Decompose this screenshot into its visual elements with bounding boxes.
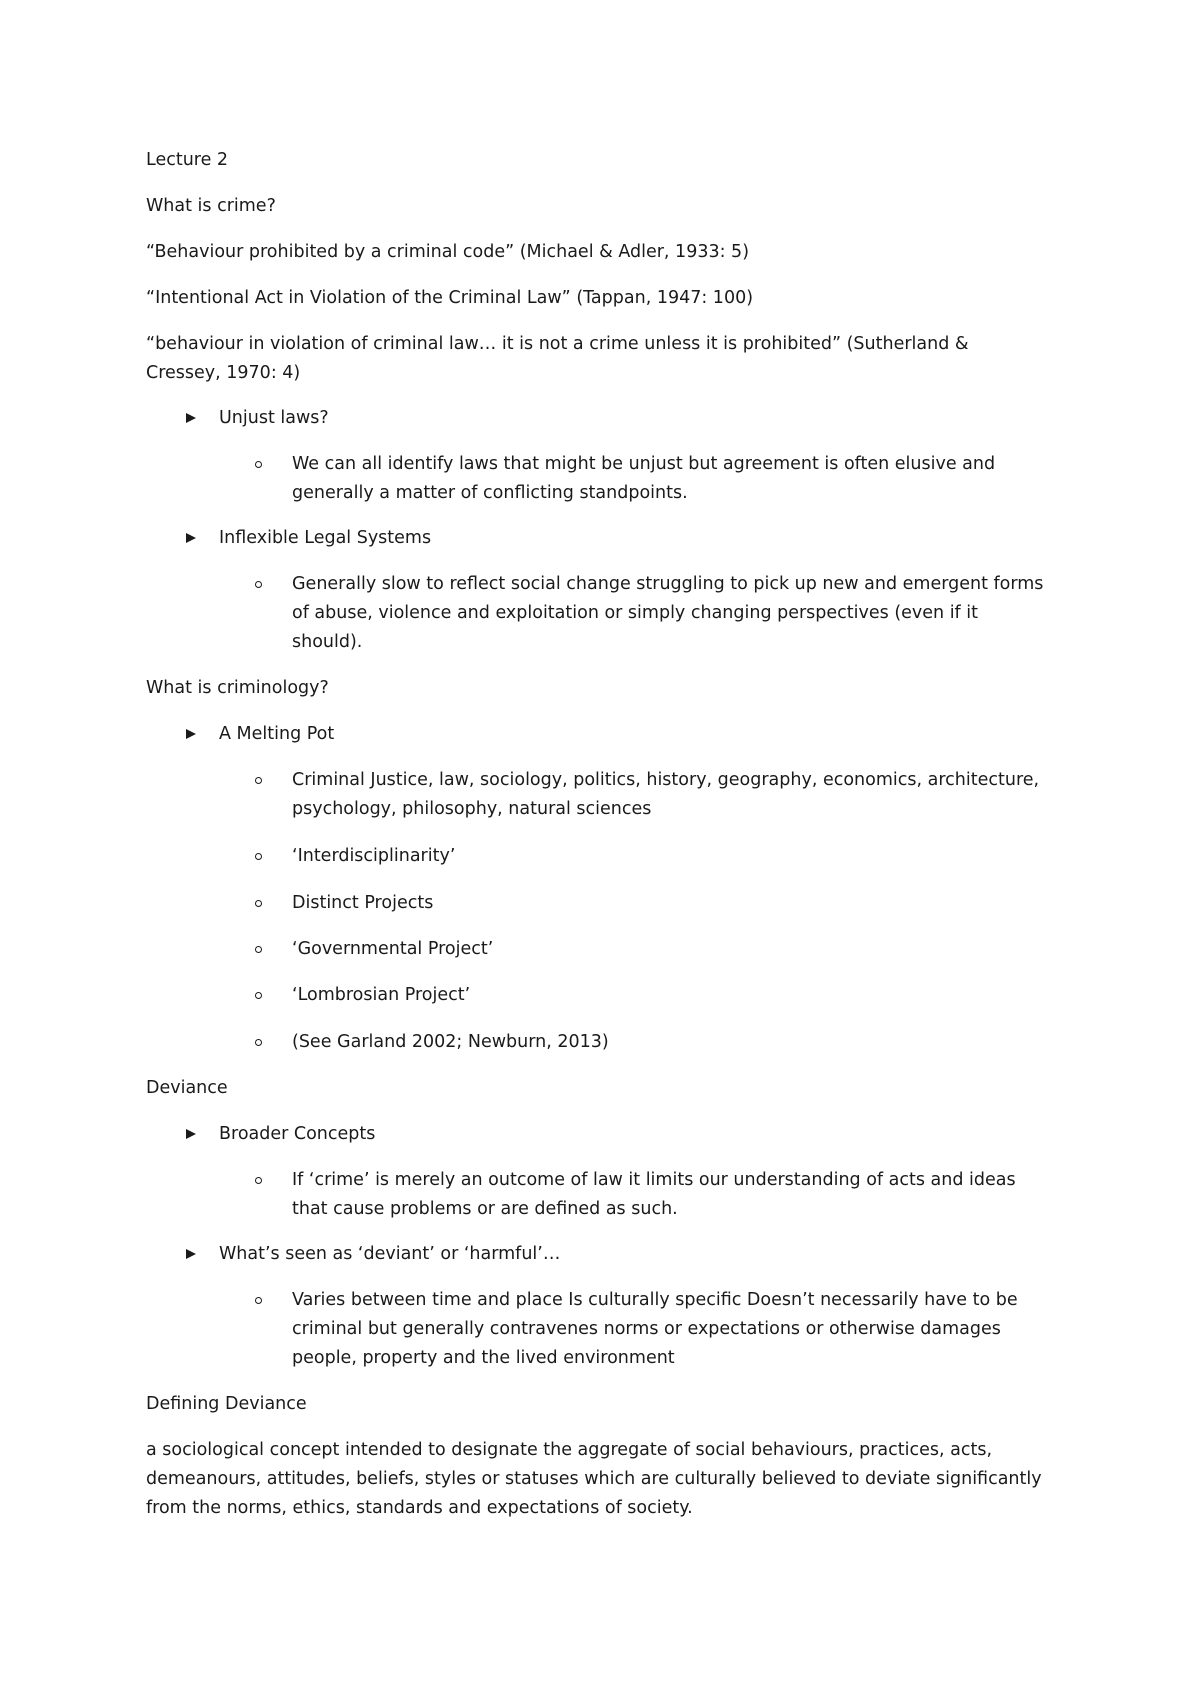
circle-bullet-icon xyxy=(255,777,262,784)
arrow-bullet-icon xyxy=(186,413,196,423)
circle-bullet-icon xyxy=(255,581,262,588)
bullet-melting-pot: A Melting Pot xyxy=(219,724,335,744)
defining-paragraph-line: a sociological concept intended to designate the aggregate of social behaviours, practices, acts, xyxy=(146,1440,993,1460)
deviance-heading: Deviance xyxy=(146,1078,228,1098)
arrow-bullet-icon xyxy=(186,729,196,739)
sub-bullet-text: ‘Lombrosian Project’ xyxy=(292,985,471,1005)
crime-heading: What is crime? xyxy=(146,196,276,216)
sub-bullet-text: Distinct Projects xyxy=(292,893,434,913)
sub-bullet-text: of abuse, violence and exploitation or simply changing perspectives (even if it xyxy=(292,603,979,623)
sub-bullet-text: ‘Governmental Project’ xyxy=(292,939,494,959)
crime-definition-3: “behaviour in violation of criminal law… it is not a crime unless it is prohibited” (Sutherland & xyxy=(146,334,969,354)
arrow-bullet-icon xyxy=(186,1129,196,1139)
defining-deviance-heading: Defining Deviance xyxy=(146,1394,307,1414)
defining-paragraph-line: demeanours, attitudes, beliefs, styles or statuses which are culturally believed to deviate significantly xyxy=(146,1469,1042,1489)
crime-definition-2: “Intentional Act in Violation of the Criminal Law” (Tappan, 1947: 100) xyxy=(146,288,754,308)
circle-bullet-icon xyxy=(255,853,262,860)
bullet-deviant-harmful: What’s seen as ‘deviant’ or ‘harmful’… xyxy=(219,1244,561,1264)
sub-bullet-text: Varies between time and place Is culturally specific Doesn’t necessarily have to be xyxy=(292,1290,1018,1310)
arrow-bullet-icon xyxy=(186,533,196,543)
bullet-broader-concepts: Broader Concepts xyxy=(219,1124,376,1144)
bullet-inflexible-legal-systems: Inflexible Legal Systems xyxy=(219,528,432,548)
circle-bullet-icon xyxy=(255,900,262,907)
sub-bullet-text: If ‘crime’ is merely an outcome of law it limits our understanding of acts and ideas xyxy=(292,1170,1016,1190)
sub-bullet-text: We can all identify laws that might be unjust but agreement is often elusive and xyxy=(292,454,996,474)
circle-bullet-icon xyxy=(255,461,262,468)
circle-bullet-icon xyxy=(255,1297,262,1304)
circle-bullet-icon xyxy=(255,1039,262,1046)
sub-bullet-text: people, property and the lived environment xyxy=(292,1348,675,1368)
crime-definition-3-cont: Cressey, 1970: 4) xyxy=(146,363,301,383)
sub-bullet-text: Criminal Justice, law, sociology, politics, history, geography, economics, architecture, xyxy=(292,770,1040,790)
defining-paragraph-line: from the norms, ethics, standards and expectations of society. xyxy=(146,1498,693,1518)
sub-bullet-text: generally a matter of conflicting standpoints. xyxy=(292,483,688,503)
sub-bullet-text: psychology, philosophy, natural sciences xyxy=(292,799,652,819)
sub-bullet-text: criminal but generally contravenes norms or expectations or otherwise damages xyxy=(292,1319,1001,1339)
circle-bullet-icon xyxy=(255,1177,262,1184)
lecture-title: Lecture 2 xyxy=(146,150,229,170)
bullet-unjust-laws: Unjust laws? xyxy=(219,408,329,428)
sub-bullet-text: that cause problems or are defined as such. xyxy=(292,1199,678,1219)
circle-bullet-icon xyxy=(255,946,262,953)
criminology-heading: What is criminology? xyxy=(146,678,329,698)
sub-bullet-text: should). xyxy=(292,632,363,652)
sub-bullet-text: (See Garland 2002; Newburn, 2013) xyxy=(292,1032,609,1052)
arrow-bullet-icon xyxy=(186,1249,196,1259)
crime-definition-1: “Behaviour prohibited by a criminal code” (Michael & Adler, 1933: 5) xyxy=(146,242,750,262)
sub-bullet-text: Generally slow to reflect social change struggling to pick up new and emergent forms xyxy=(292,574,1044,594)
sub-bullet-text: ‘Interdisciplinarity’ xyxy=(292,846,456,866)
circle-bullet-icon xyxy=(255,992,262,999)
